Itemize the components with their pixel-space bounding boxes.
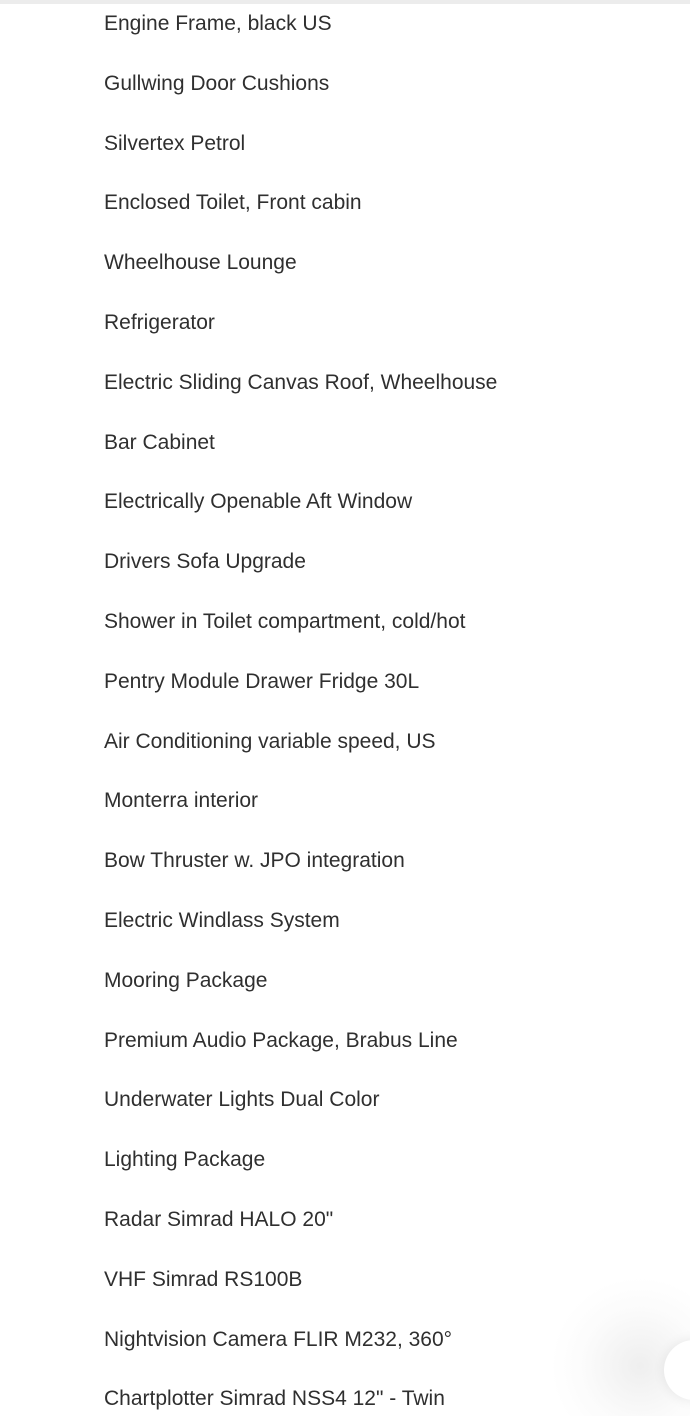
feature-item: Pentry Module Drawer Fridge 30L (104, 669, 420, 693)
feature-item: Radar Simrad HALO 20" (104, 1208, 334, 1231)
feature-item: Premium Audio Package, Brabus Line (104, 1028, 458, 1052)
feature-item: Electric Windlass System (104, 909, 340, 932)
feature-item: Nightvision Camera FLIR M232, 360° (104, 1327, 453, 1351)
feature-item: Chartplotter Simrad NSS4 12" - Twin (104, 1387, 445, 1411)
feature-item: Monterra interior (104, 789, 259, 813)
feature-item: Lighting Package (104, 1148, 266, 1172)
feature-item: Mooring Package (104, 968, 268, 992)
feature-item: Air Conditioning variable speed, US (104, 729, 436, 753)
feature-item: Gullwing Door Cushions (104, 71, 330, 95)
feature-item: Electric Sliding Canvas Roof, Wheelhouse (104, 370, 498, 394)
feature-item: Underwater Lights Dual Color (104, 1088, 380, 1112)
feature-item: Refrigerator (104, 311, 215, 334)
feature-item: Engine Frame, black US (104, 12, 332, 35)
feature-item: Wheelhouse Lounge (104, 251, 297, 275)
feature-item: Bar Cabinet (104, 430, 215, 454)
feature-item: Drivers Sofa Upgrade (104, 550, 306, 574)
feature-item: Shower in Toilet compartment, cold/hot (104, 610, 466, 633)
feature-item: Bow Thruster w. JPO integration (104, 849, 405, 873)
feature-item: VHF Simrad RS100B (104, 1267, 303, 1291)
feature-item: Silvertex Petrol (104, 131, 246, 155)
corner-shadow (550, 1276, 690, 1416)
feature-item: Enclosed Toilet, Front cabin (104, 191, 362, 215)
feature-item: Electrically Openable Aft Window (104, 490, 413, 514)
